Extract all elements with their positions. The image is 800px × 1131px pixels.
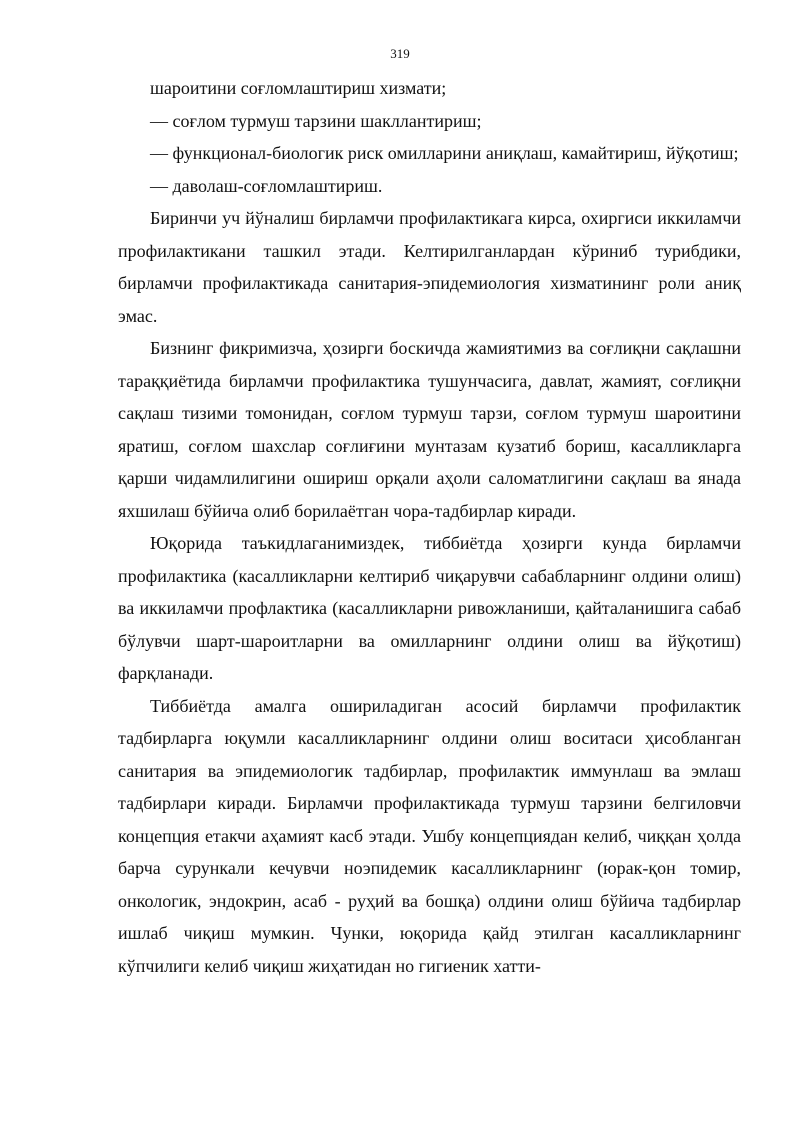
list-item: — даволаш-соғломлаштириш.	[150, 175, 383, 196]
paragraph: Юқорида таъкидлаганимиздек, тиббиётда ҳозирги кунда бирламчи профилактика (касалликларни келтириб чиқарувчи сабабларнинг олдини олиш) ва иккиламчи профлактика (касалликларни ривожланиши, қайталанишига сабаб бўлувчи шарт-шароитларни ва омилларнинг олдини олиш ва йўқотиш) фарқланади.	[118, 533, 741, 683]
paragraph: Бизнинг фикримизча, ҳозирги боскичда жамиятимиз ва соғлиқни сақлашни тараққиётида бирламчи профилактика тушунчасига, давлат, жамият, соғлиқни сақлаш тизими томонидан, соғлом турмуш тарзи, соғлом турмуш шароитини яратиш, соғлом шахслар соғлиғини мунтазам кузатиб бориш, касалликларга қарши чидамлилигини ошириш орқали аҳоли саломатлигини сақлаш ва янада яхшилаш бўйича олиб борилаётган чора-тадбирлар киради.	[118, 338, 741, 521]
paragraph: шароитини соғломлаштириш хизмати;	[150, 78, 447, 98]
list-item: — функционал-биологик риск омилларини аниқлаш, камайтириш, йўқотиш;	[150, 143, 739, 163]
list-item: — соғлом турмуш тарзини шакллантириш;	[150, 110, 482, 131]
page-number: 319	[390, 46, 410, 61]
paragraph: Тиббиётда амалга ошириладиган асосий бирламчи профилактик тадбирларга юқумли касалликларнинг олдини олиш воситаси ҳисобланган санитария ва эпидемиологик тадбирлар, профилактик иммунлаш ва эмлаш тадбирлари киради. Бирламчи профилактикада турмуш тарзини белгиловчи концепция етакчи аҳамият касб этади. Ушбу концепциядан келиб, чиққан ҳолда барча сурункали кечувчи ноэпидемик касалликларнинг (юрак-қон томир, онкологик, эндокрин, асаб - руҳий ва бошқа) олдини олиш бўйича тадбирлар ишлаб чиқиш мумкин. Чунки, юқорида қайд этилган касалликларнинг кўпчилиги келиб чиқиш жиҳатидан но гигиеник хатти-	[118, 695, 741, 976]
page-body	[118, 72, 741, 982]
paragraph: Биринчи уч йўналиш бирламчи профилактикага кирса, охиргиси иккиламчи профилактикани ташкил этади. Келтирилганлардан кўриниб турибдики, бирламчи профилактикада санитария-эпидемиология хизматининг роли аниқ эмас.	[118, 208, 741, 326]
